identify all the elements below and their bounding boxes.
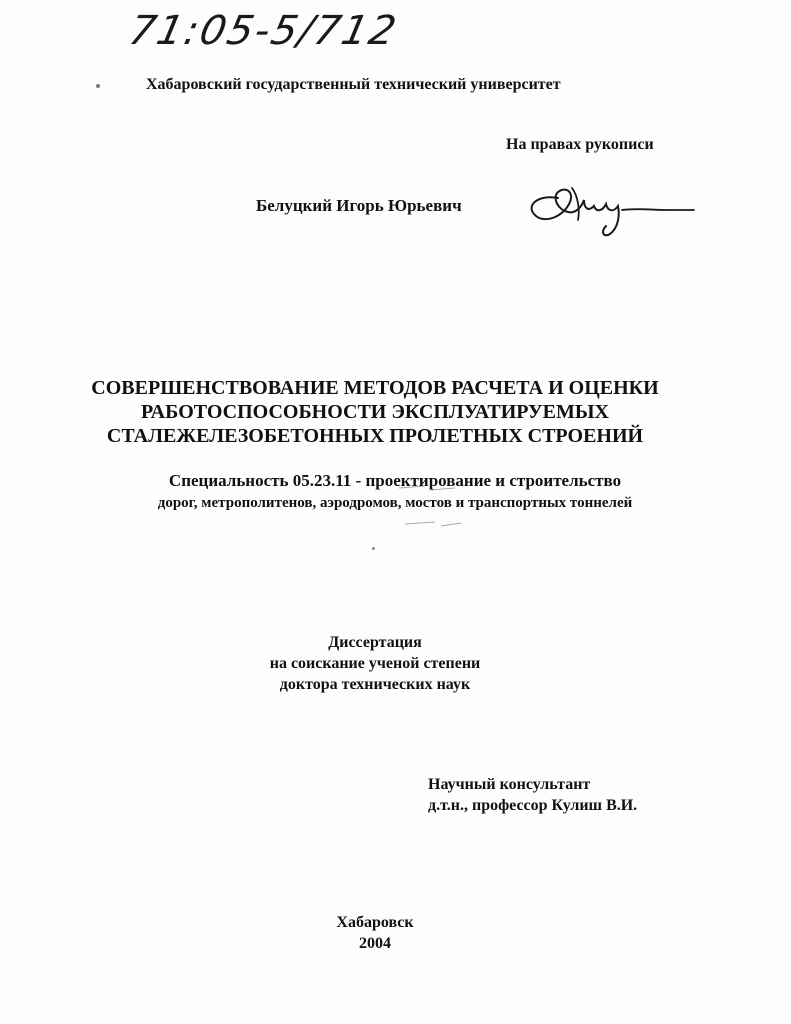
place-and-year (300, 912, 450, 954)
author-signature (518, 176, 698, 240)
stamp-bleed-through (395, 478, 475, 528)
consultant-name: д.т.н., профессор Кулиш В.И. (428, 797, 638, 814)
specialty-line-2: дорог, метрополитенов, аэродромов, мостов и транспортных тоннелей (157, 495, 633, 511)
degree-statement (230, 632, 520, 695)
author-name: Белуцкий Игорь Юрьевич (256, 196, 462, 215)
manuscript-note: На правах рукописи (506, 136, 654, 153)
scan-speck (96, 84, 100, 88)
degree-line-2: на соискание ученой степени (269, 655, 481, 672)
title-line: СТАЛЕЖЕЛЕЗОБЕТОННЫХ ПРОЛЕТНЫХ СТРОЕНИЙ (106, 425, 644, 447)
title-line: СОВЕРШЕНСТВОВАНИЕ МЕТОДОВ РАСЧЕТА И ОЦЕНКИ (91, 377, 659, 399)
university-name: Хабаровский государственный технический университет (146, 76, 561, 93)
year: 2004 (359, 935, 391, 952)
dissertation-title (60, 376, 690, 448)
degree-line-3: доктора технических наук (279, 676, 471, 693)
degree-line-1: Диссертация (328, 634, 422, 651)
scientific-consultant (428, 774, 637, 816)
title-line: РАБОТОСПОСОБНОСТИ ЭКСПЛУАТИРУЕМЫХ (141, 401, 609, 423)
scan-speck (372, 547, 375, 550)
consultant-label: Научный консультант (428, 776, 591, 793)
specialty-line-1: Специальность 05.23.11 - проектирование и строительство (168, 471, 622, 490)
archive-code-handwritten: 71:05-5/712 (125, 8, 402, 54)
city: Хабаровск (336, 914, 414, 931)
